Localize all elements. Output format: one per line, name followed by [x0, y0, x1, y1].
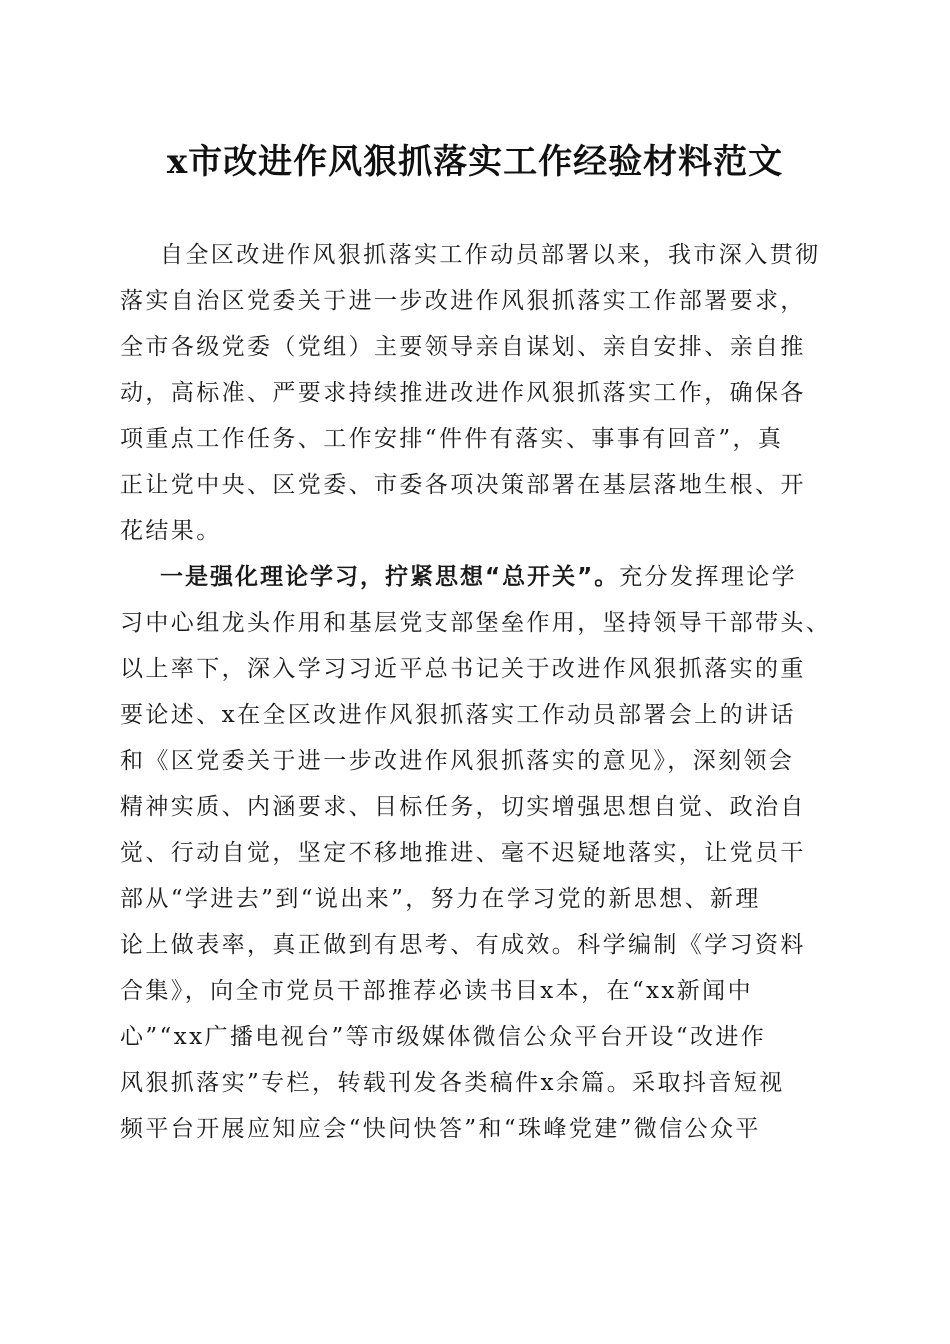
paragraph-line: 花结果。: [120, 518, 222, 544]
paragraph-theory-study: [120, 554, 832, 1152]
paragraph-first-line: [120, 554, 822, 600]
paragraph-line: 心”“xx广播电视台”等市级媒体微信公众平台开设“改进作: [120, 1024, 767, 1050]
paragraph-line: 精神实质、内涵要求、目标任务，切实增强思想自觉、政治自: [120, 794, 806, 820]
paragraph-line: 频平台开展应知应会“快问快答”和“珠峰党建”微信公众平: [120, 1116, 761, 1142]
paragraph-line: 落实自治区党委关于进一步改进作风狠抓落实工作部署要求，: [120, 288, 806, 314]
paragraph-line: 项重点工作任务、工作安排“件件有落实、事事有回音”，真: [120, 426, 784, 452]
paragraph-line-rest: 充分发挥理论学: [619, 564, 798, 590]
paragraph-line: 以上率下，深入学习习近平总书记关于改进作风狠抓落实的重: [120, 656, 806, 682]
paragraph-line: 要论述、x在全区改进作风狠抓落实工作动员部署会上的讲话: [120, 702, 796, 728]
section-heading: 一是强化理论学习，拧紧思想“总开关”。: [160, 564, 620, 590]
paragraph-intro: [120, 232, 822, 554]
paragraph-line: 动，高标准、严要求持续推进改进作风狠抓落实工作，确保各: [120, 380, 806, 406]
document-title: x市改进作风狠抓落实工作经验材料范文: [166, 142, 784, 182]
paragraph-line: 论上做表率，真正做到有思考、有成效。科学编制《学习资料: [120, 932, 806, 958]
paragraph-line: 觉、行动自觉，坚定不移地推进、毫不迟疑地落实，让党员干: [120, 840, 806, 866]
paragraph-line: 全市各级党委（党组）主要领导亲自谋划、亲自安排、亲自推: [120, 334, 806, 360]
paragraph-line: 和《区党委关于进一步改进作风狠抓落实的意见》，深刻领会: [120, 748, 795, 774]
paragraph-line: 部从“学进去”到“说出来”，努力在学习党的新思想、新理: [120, 886, 761, 912]
document-body: [120, 232, 832, 1152]
paragraph-line: 自全区改进作风狠抓落实工作动员部署以来，我市深入贯彻: [160, 242, 821, 268]
paragraph-line: 习中心组龙头作用和基层党支部堡垒作用，坚持领导干部带头、: [120, 610, 832, 636]
paragraph-line: 合集》，向全市党员干部推荐必读书目x本，在“xx新闻中: [120, 978, 753, 1004]
paragraph-line: 风狠抓落实”专栏，转载刊发各类稿件x余篇。采取抖音短视: [120, 1070, 785, 1096]
paragraph-line: 正让党中央、区党委、市委各项决策部署在基层落地生根、开: [120, 472, 806, 498]
